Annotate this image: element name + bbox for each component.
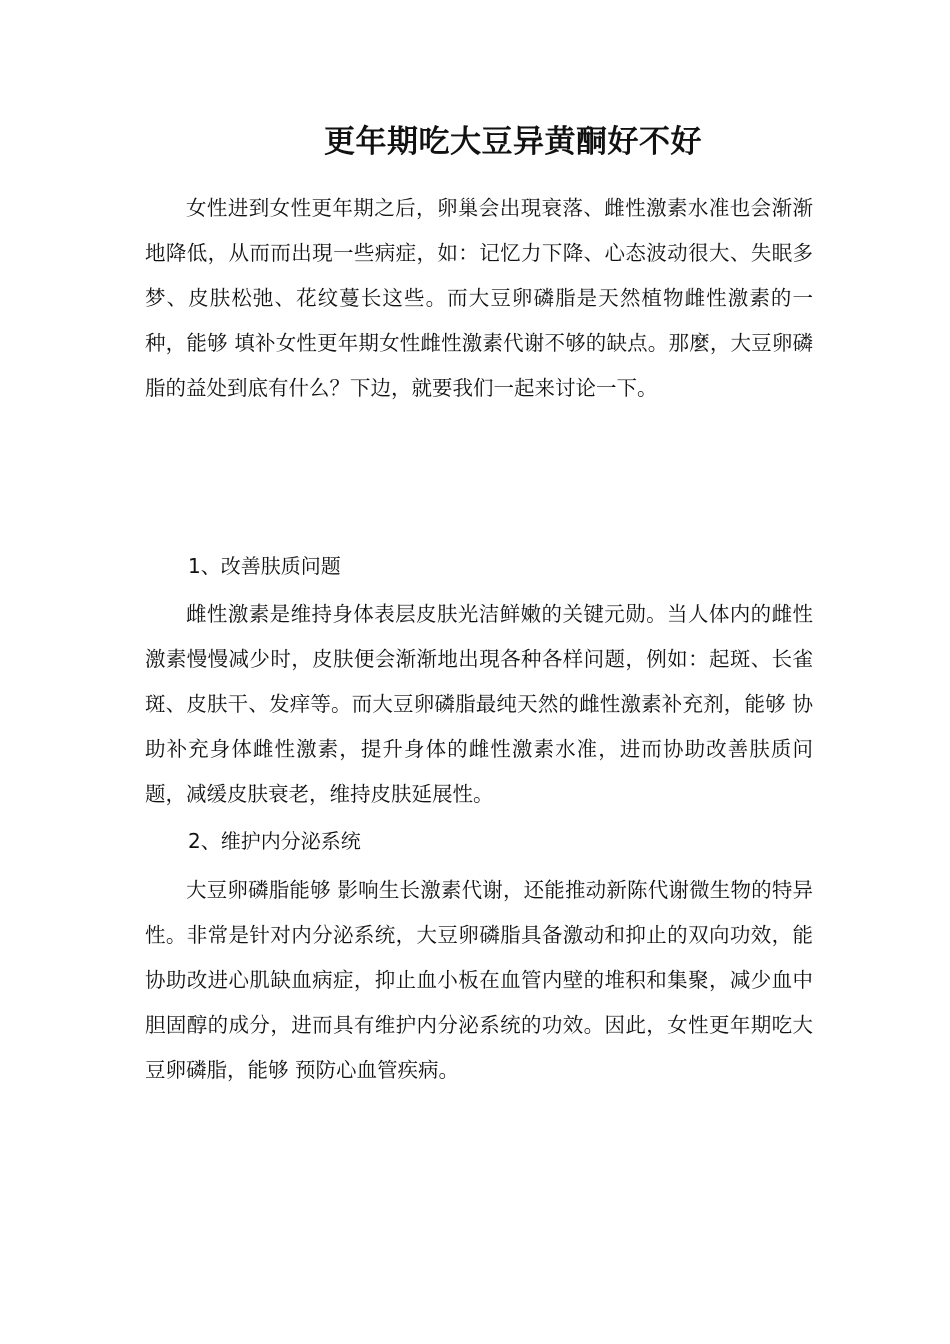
intro-paragraph: 女性进到女性更年期之后，卵巢会出現衰落、雌性激素水准也会渐渐地降低，从而而出現一些病症，如：记忆力下降、心态波动很大、失眠多梦、皮肤松弛、花纹蔓长这些。而大豆卵磷脂是天然植物雌性激素的一种，能够 填补女性更年期女性雌性激素代谢不够的缺点。那麼，大豆卵磷脂的益处到底有什么？下边，就要我们一起来讨论一下。 bbox=[145, 196, 813, 400]
section-heading-2: 2、维护内分泌系统 bbox=[188, 829, 361, 853]
section-body-1: 雌性激素是维持身体表层皮肤光洁鲜嫩的关键元勋。当人体内的雌性激素慢慢减少时，皮肤便会渐渐地出現各种各样问题，例如：起斑、长雀斑、皮肤干、发痒等。而大豆卵磷脂最纯天然的雌性激素补充剂，能够 协助补充身体雌性激素，提升身体的雌性激素水准，进而协助改善肤质问题，减缓皮肤衰老，维持皮肤延展性。 bbox=[145, 602, 813, 806]
section-body-2: 大豆卵磷脂能够 影响生长激素代谢，还能推动新陈代谢微生物的特异性。非常是针对内分泌系统，大豆卵磷脂具备激动和抑止的双向功效，能协助改进心肌缺血病症，抑止血小板在血管内壁的堆积和集聚，减少血中胆固醇的成分，进而具有维护内分泌系统的功效。因此，女性更年期吃大豆卵磷脂，能够 预防心血管疾病。 bbox=[145, 878, 813, 1082]
section-heading-1: 1、改善肤质问题 bbox=[188, 554, 341, 578]
document-title: 更年期吃大豆异黄酮好不好 bbox=[324, 124, 702, 160]
